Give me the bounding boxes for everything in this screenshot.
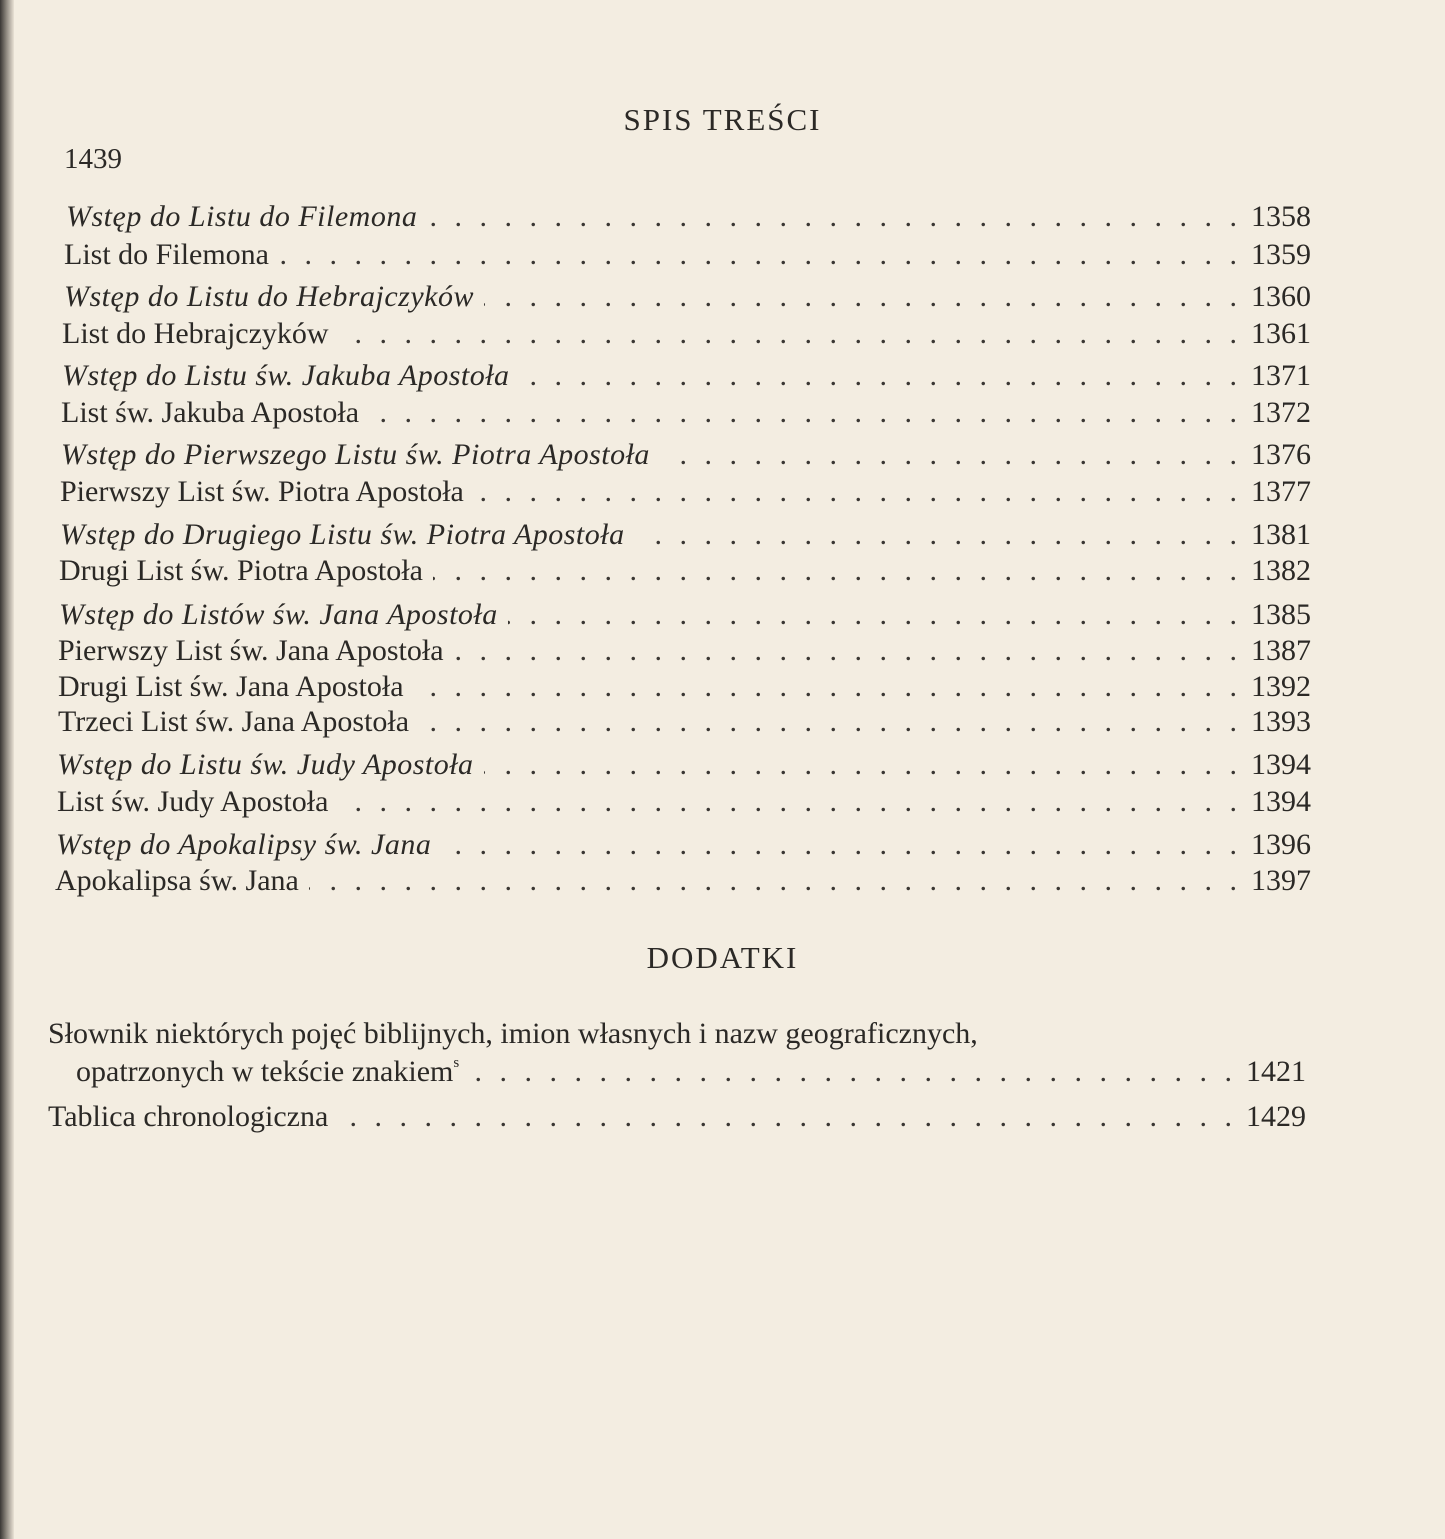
dot-leader bbox=[635, 518, 1237, 552]
glossary-entry-page: 1421 bbox=[1246, 1055, 1306, 1088]
toc-entry-page: 1372 bbox=[1251, 396, 1311, 429]
toc-entry-title: Pierwszy List św. Jana Apostoła bbox=[58, 634, 444, 667]
toc-entry bbox=[58, 705, 1311, 743]
toc-entry-title: Wstęp do Listu do Hebrajczyków bbox=[64, 280, 474, 313]
toc-entry-page: 1361 bbox=[1251, 317, 1311, 350]
toc-entry bbox=[58, 634, 1311, 672]
toc-entry bbox=[64, 280, 1311, 318]
toc-entry-title: Wstęp do Pierwszego Listu św. Piotra Apostoła bbox=[61, 438, 650, 471]
toc-entry bbox=[56, 828, 1311, 866]
dot-leader bbox=[309, 864, 1237, 898]
dot-leader bbox=[484, 748, 1237, 782]
toc-entry bbox=[62, 317, 1311, 355]
page-edge-shadow bbox=[0, 0, 14, 1539]
toc-entry bbox=[58, 670, 1311, 708]
toc-entry bbox=[55, 864, 1311, 902]
toc-entry-page: 1381 bbox=[1251, 518, 1311, 551]
toc-entry bbox=[61, 438, 1311, 476]
toc-entry-title: List św. Judy Apostoła bbox=[57, 785, 329, 818]
toc-entry-page: 1387 bbox=[1251, 634, 1311, 667]
toc-entry-page: 1359 bbox=[1251, 238, 1311, 271]
appendix-heading: DODATKI bbox=[646, 940, 799, 975]
page-number: 1439 bbox=[64, 143, 122, 175]
toc-entry bbox=[61, 396, 1311, 434]
toc-entry-page: 1394 bbox=[1251, 785, 1311, 818]
toc-entry-title: Wstęp do Listu do Filemona bbox=[66, 200, 418, 233]
toc-entry-page: 1376 bbox=[1251, 438, 1311, 471]
dot-leader bbox=[369, 396, 1237, 430]
dot-leader bbox=[339, 317, 1237, 351]
toc-entry-title: Drugi List św. Piotra Apostoła bbox=[59, 554, 423, 587]
toc-entry bbox=[60, 475, 1311, 513]
toc-entry-page: 1394 bbox=[1251, 748, 1311, 781]
toc-entry-title: Wstęp do Listów św. Jana Apostoła bbox=[59, 598, 498, 631]
dot-leader bbox=[469, 1055, 1232, 1089]
chronology-entry-title: Tablica chronologiczna bbox=[48, 1100, 329, 1133]
chronology-entry-page: 1429 bbox=[1246, 1100, 1306, 1133]
dot-leader bbox=[338, 1100, 1232, 1134]
toc-entry-title: Pierwszy List św. Piotra Apostoła bbox=[60, 475, 464, 508]
dot-leader bbox=[338, 785, 1237, 819]
dot-leader bbox=[520, 359, 1237, 393]
dot-leader bbox=[279, 238, 1237, 272]
toc-entry bbox=[62, 359, 1311, 397]
toc-entry-page: 1396 bbox=[1251, 828, 1311, 861]
toc-entry-title: List do Hebrajczyków bbox=[62, 317, 329, 350]
glossary-mark: s bbox=[453, 1055, 460, 1071]
toc-entry bbox=[60, 518, 1311, 556]
toc-entry-page: 1385 bbox=[1251, 598, 1311, 631]
toc-heading: SPIS TREŚCI bbox=[623, 102, 822, 137]
toc-entry bbox=[57, 785, 1311, 823]
toc-entry-title: Wstęp do Drugiego Listu św. Piotra Apostoła bbox=[60, 518, 625, 551]
dot-leader bbox=[508, 598, 1237, 632]
chronology-entry bbox=[48, 1100, 1306, 1138]
toc-entry bbox=[57, 748, 1311, 786]
toc-entry bbox=[59, 598, 1311, 636]
toc-entry-title: List do Filemona bbox=[64, 238, 269, 271]
toc-entry-title: Trzeci List św. Jana Apostoła bbox=[58, 705, 410, 738]
dot-leader bbox=[484, 280, 1237, 314]
toc-entry-title: List św. Jakuba Apostoła bbox=[61, 396, 360, 429]
toc-entry-page: 1360 bbox=[1251, 280, 1311, 313]
toc-entry-page: 1382 bbox=[1251, 554, 1311, 587]
dot-leader bbox=[441, 828, 1237, 862]
dot-leader bbox=[419, 705, 1237, 739]
toc-entry-title: Wstęp do Apokalipsy św. Jana bbox=[56, 828, 432, 861]
toc-entry-title: Drugi List św. Jana Apostoła bbox=[58, 670, 404, 703]
dot-leader bbox=[454, 634, 1237, 668]
toc-entry-page: 1392 bbox=[1251, 670, 1311, 703]
toc-entry bbox=[66, 200, 1311, 238]
glossary-entry-title bbox=[76, 1055, 469, 1089]
dot-leader bbox=[427, 200, 1237, 234]
toc-entry-page: 1397 bbox=[1251, 864, 1311, 897]
toc-entry-title: Wstęp do Listu św. Judy Apostoła bbox=[57, 748, 474, 781]
toc-entry-title: Apokalipsa św. Jana bbox=[55, 864, 299, 897]
dot-leader bbox=[433, 554, 1237, 588]
glossary-entry-line2: opatrzonych w tekście znakiem bbox=[76, 1055, 454, 1088]
toc-entry-page: 1358 bbox=[1251, 200, 1311, 233]
dot-leader bbox=[414, 670, 1237, 704]
dot-leader bbox=[474, 475, 1237, 509]
toc-entry-title: Wstęp do Listu św. Jakuba Apostoła bbox=[62, 359, 510, 392]
toc-entry-page: 1377 bbox=[1251, 475, 1311, 508]
toc-entry bbox=[64, 238, 1311, 276]
glossary-entry bbox=[76, 1055, 1306, 1093]
dot-leader bbox=[660, 438, 1237, 472]
glossary-entry-line1: Słownik niektórych pojęć biblijnych, imion własnych i nazw geograficznych, bbox=[48, 1017, 978, 1050]
toc-entry bbox=[59, 554, 1311, 592]
toc-entry-page: 1371 bbox=[1251, 359, 1311, 392]
toc-entry-page: 1393 bbox=[1251, 705, 1311, 738]
